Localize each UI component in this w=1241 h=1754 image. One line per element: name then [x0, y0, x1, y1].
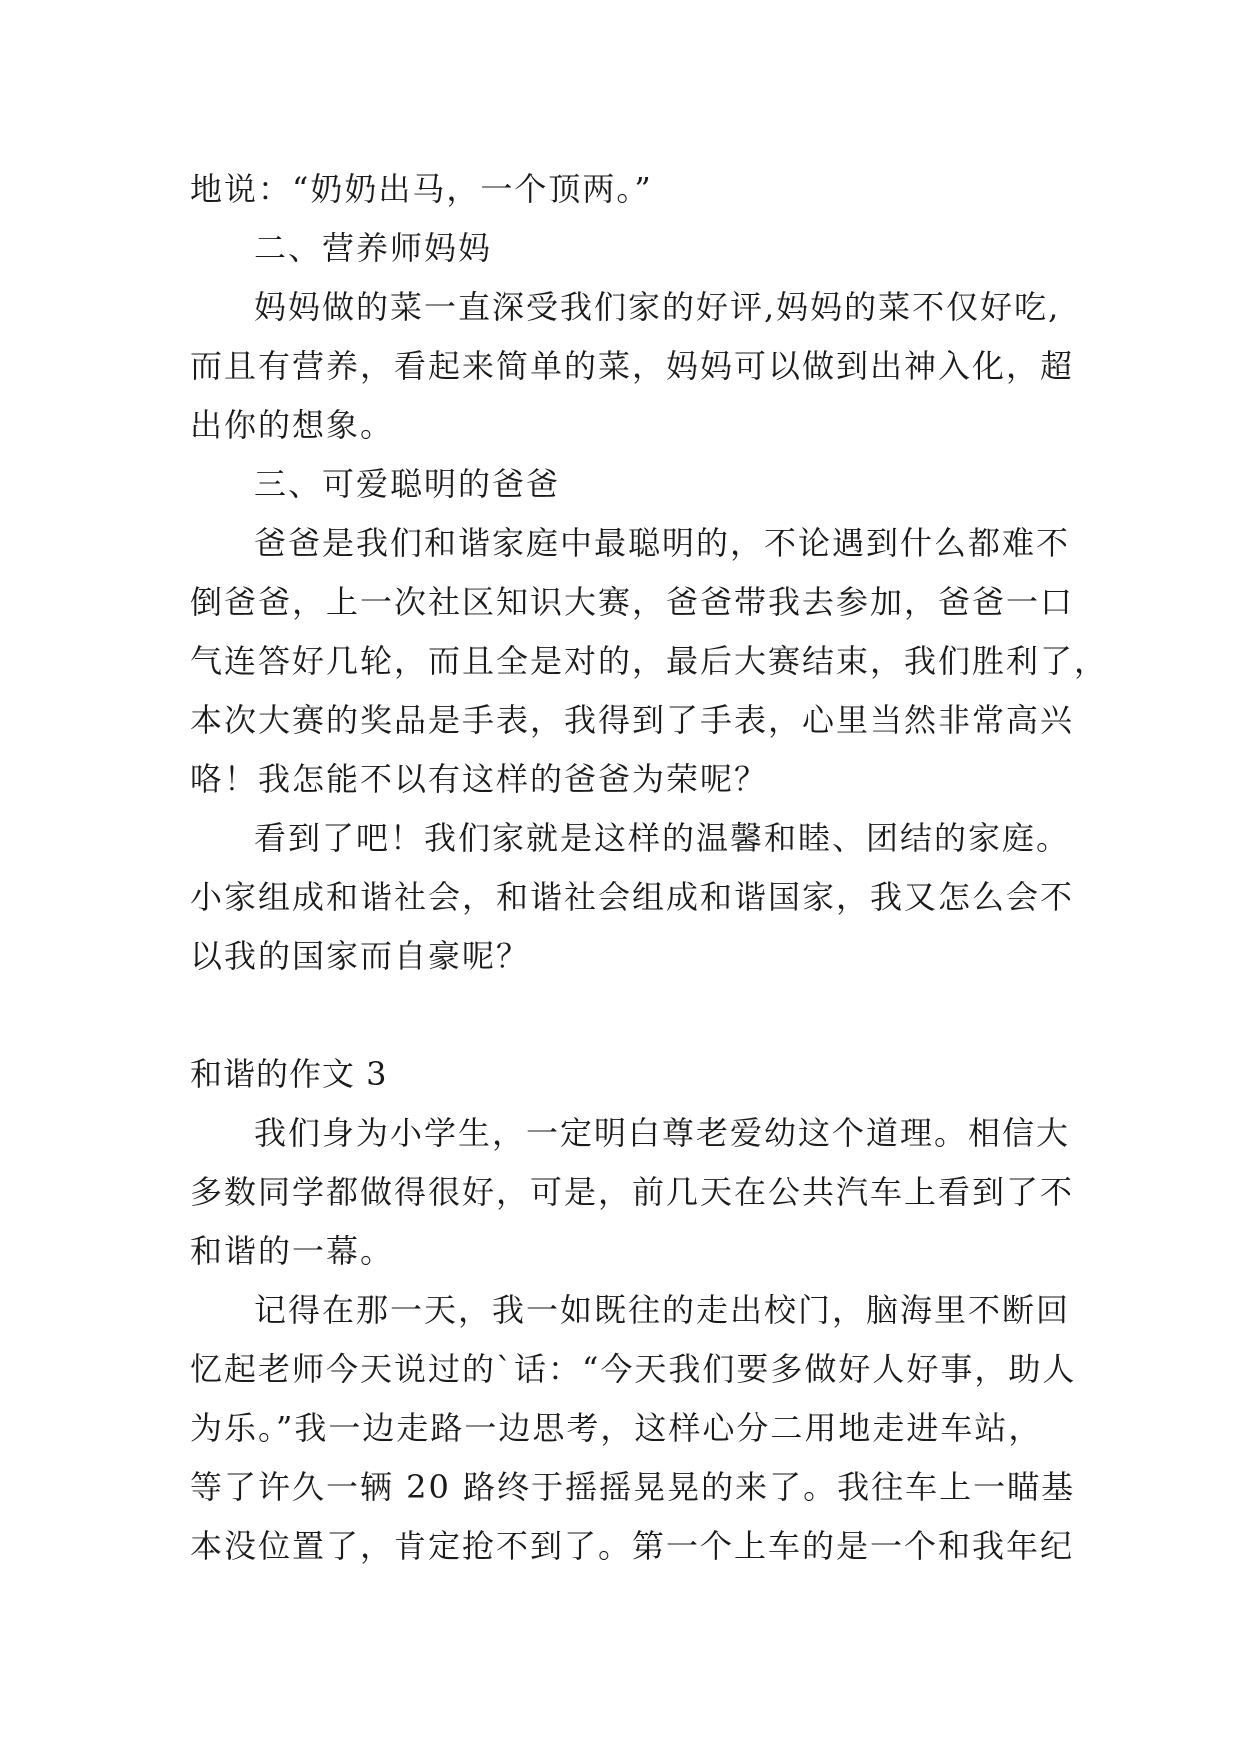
essay-body — [190, 160, 1109, 1576]
text-line: 小家组成和谐社会，和谐社会组成和谐国家，我又怎么会不 — [190, 878, 1075, 916]
text-line: 我们身为小学生，一定明白尊老爱幼这个道理。相信大 — [254, 1114, 1071, 1152]
text-line: 本没位置了，肯定抢不到了。第一个上车的是一个和我年纪 — [190, 1527, 1075, 1565]
text-line: 地说：“奶奶出马，一个顶两。” — [190, 170, 653, 208]
text-line: 咯！我怎能不以有这样的爸爸为荣呢？ — [190, 760, 769, 798]
text-line: 为乐。”我一边走路一边思考，这样心分二用地走进车站， — [190, 1409, 1043, 1447]
text-line: 妈妈做的菜一直深受我们家的好评,妈妈的菜不仅好吃, — [254, 288, 1061, 326]
text-line: 倒爸爸，上一次社区知识大赛，爸爸带我去参加，爸爸一口 — [190, 583, 1075, 621]
text-line: 气连答好几轮，而且全是对的，最后大赛结束，我们胜利了， — [190, 642, 1109, 680]
text-line: 本次大赛的奖品是手表，我得到了手表，心里当然非常高兴 — [190, 701, 1075, 739]
text-line: 出你的想象。 — [190, 406, 395, 444]
text-line: 多数同学都做得很好，可是，前几天在公共汽车上看到了不 — [190, 1173, 1075, 1211]
text-line: 等了许久一辆 20 路终于摇摇晃晃的来了。我往车上一瞄基 — [190, 1468, 1076, 1506]
paragraph-gap — [190, 986, 1090, 1045]
text-line: 爸爸是我们和谐家庭中最聪明的，不论遇到什么都难不 — [254, 524, 1071, 562]
section-heading: 二、营养师妈妈 — [254, 229, 493, 267]
text-line: 忆起老师今天说过的`话：“今天我们要多做好人好事，助人 — [190, 1350, 1077, 1388]
text-line: 记得在那一天，我一如既往的走出校门，脑海里不断回 — [254, 1291, 1071, 1329]
essay-title: 和谐的作文 3 — [190, 1055, 388, 1093]
text-line: 以我的国家而自豪呢？ — [190, 937, 531, 975]
text-line: 而且有营养，看起来简单的菜，妈妈可以做到出神入化，超 — [190, 347, 1075, 385]
text-line: 和谐的一幕。 — [190, 1232, 395, 1270]
section-heading: 三、可爱聪明的爸爸 — [254, 465, 561, 503]
text-line: 看到了吧！我们家就是这样的温馨和睦、团结的家庭。 — [254, 819, 1071, 857]
